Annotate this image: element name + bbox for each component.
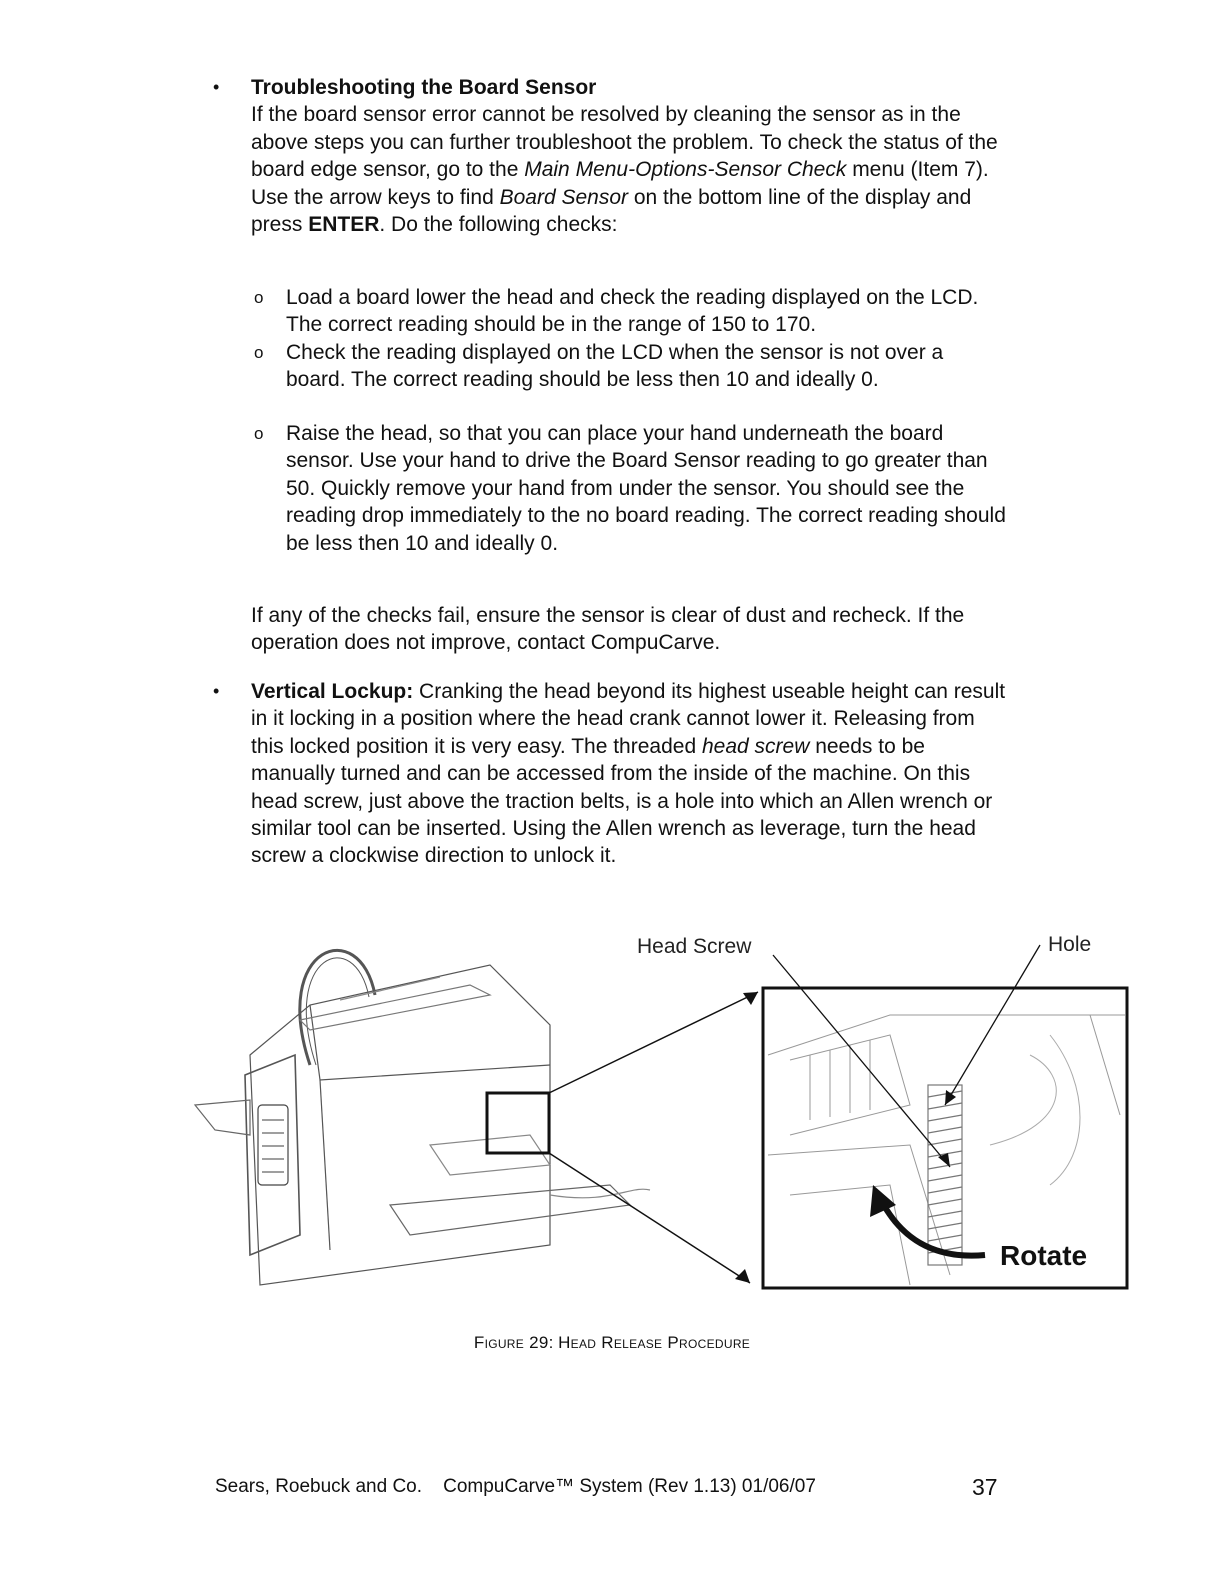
figure-head-release [190,905,1140,1305]
bullet-marker: • [213,681,220,701]
bullet-marker: • [213,77,220,97]
menu-path: Main Menu-Options-Sensor Check [524,158,847,182]
section-board-sensor [251,74,1011,238]
check-item: Raise the head, so that you can place your hand underneath the board sensor. Use your hand to drive the Board Sensor reading to go greater than 50. Quickly remove your hand from under the sensor. You should see the reading drop immediately to the no board reading. The correct reading should be less then 10 and ideally 0. [286,422,1006,555]
section-vertical-lockup: Vertical Lockup: Cranking the head beyond its highest useable height can result in it locking in a position where the head crank cannot lower it. Releasing from this locked position it is very easy. The threaded head screw needs to be manually turned and can be accessed from the inside of the machine. On this head screw, just above the traction belts, is a hole into which an Allen wrench or similar tool can be inserted. Using the Allen wrench as leverage, turn the head screw a clockwise direction to unlock it. [251,680,1006,868]
page-number: 37 [972,1474,998,1500]
machine-illustration [190,905,1140,1305]
sub-bullet-marker: o [254,288,264,307]
check-item: Load a board lower the head and check the reading displayed on the LCD. The correct reading should be in the range of 150 to 170. [286,286,979,337]
sub-bullet-marker: o [254,424,264,443]
section-outro: If any of the checks fail, ensure the sensor is clear of dust and recheck. If the operation does not improve, contact CompuCarve. [251,604,965,655]
section-intro: If the board sensor error cannot be resolved by cleaning the sensor as in the above steps you can further troubleshoot the problem. To check the status of the board edge sensor, go to the Main Menu-Options-Sensor Check menu (Item 7). Use the arrow keys to find Board Sensor on the bottom line of the display and press ENTER. Do the following checks: [251,103,998,237]
label-head-screw: Head Screw [637,935,752,958]
label-hole: Hole [1048,933,1092,956]
section-heading: Troubleshooting the Board Sensor [251,76,597,99]
page-footer: Sears, Roebuck and Co. CompuCarve™ System (Rev 1.13) 01/06/07 [215,1476,816,1497]
check-item: Check the reading displayed on the LCD when the sensor is not over a board. The correct reading should be less then 10 and ideally 0. [286,341,944,392]
caption-prefix: Figure 29: [473,1333,554,1352]
figure-caption [0,1333,1224,1353]
sub-bullet-marker: o [254,343,264,362]
head-screw-term: head screw [701,734,810,758]
board-sensor-term: Board Sensor [499,185,629,209]
label-rotate: Rotate [1000,1240,1088,1271]
section-heading: Vertical Lockup: [251,680,414,703]
caption-text: Head Release Procedure [558,1333,751,1352]
enter-key: ENTER [308,213,380,237]
